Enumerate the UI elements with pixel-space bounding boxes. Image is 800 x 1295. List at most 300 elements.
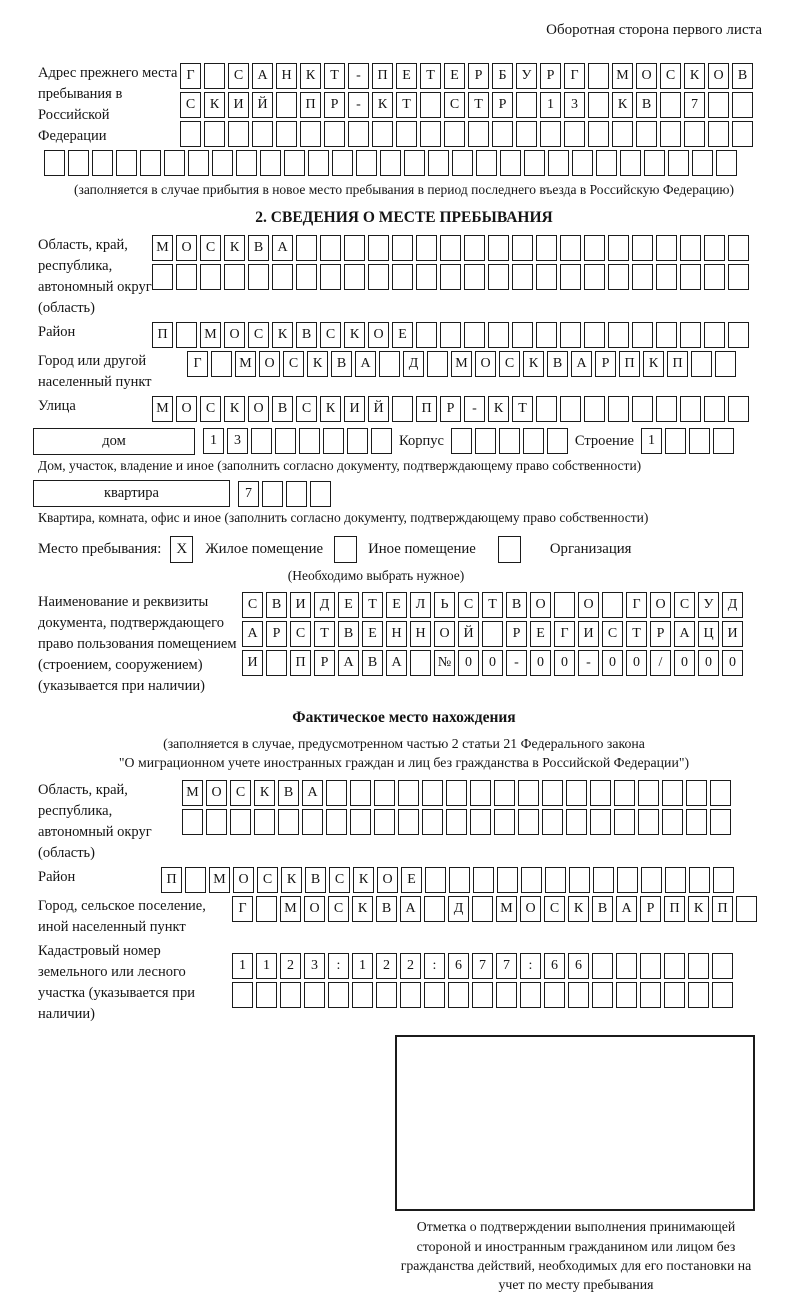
- char-cell[interactable]: Р: [650, 621, 671, 647]
- char-cell[interactable]: [664, 982, 685, 1008]
- char-cell[interactable]: [632, 264, 653, 290]
- char-cell[interactable]: [521, 867, 542, 893]
- char-cell[interactable]: И: [242, 650, 263, 676]
- char-cell[interactable]: [608, 235, 629, 261]
- char-cell[interactable]: [686, 780, 707, 806]
- char-cell[interactable]: К: [344, 322, 365, 348]
- char-cell[interactable]: Й: [368, 396, 389, 422]
- char-cell[interactable]: 0: [458, 650, 479, 676]
- char-cell[interactable]: [140, 150, 161, 176]
- char-cell[interactable]: П: [152, 322, 173, 348]
- char-cell[interactable]: Р: [506, 621, 527, 647]
- char-cell[interactable]: 3: [227, 428, 248, 454]
- char-cell[interactable]: А: [571, 351, 592, 377]
- char-cell[interactable]: [518, 809, 539, 835]
- char-cell[interactable]: [560, 322, 581, 348]
- char-cell[interactable]: [276, 121, 297, 147]
- char-cell[interactable]: [612, 121, 633, 147]
- char-cell[interactable]: [494, 780, 515, 806]
- char-cell[interactable]: [400, 982, 421, 1008]
- char-cell[interactable]: [420, 92, 441, 118]
- char-cell[interactable]: И: [290, 592, 311, 618]
- char-cell[interactable]: [566, 780, 587, 806]
- char-cell[interactable]: [372, 121, 393, 147]
- char-cell[interactable]: С: [320, 322, 341, 348]
- char-cell[interactable]: О: [708, 63, 729, 89]
- char-cell[interactable]: [440, 235, 461, 261]
- char-cell[interactable]: [332, 150, 353, 176]
- char-cell[interactable]: [590, 809, 611, 835]
- char-cell[interactable]: [326, 809, 347, 835]
- char-cell[interactable]: [374, 809, 395, 835]
- char-cell[interactable]: [636, 121, 657, 147]
- char-cell[interactable]: [616, 982, 637, 1008]
- char-cell[interactable]: [300, 121, 321, 147]
- char-cell[interactable]: С: [200, 235, 221, 261]
- char-cell[interactable]: [588, 121, 609, 147]
- char-cell[interactable]: К: [684, 63, 705, 89]
- char-cell[interactable]: [560, 264, 581, 290]
- char-cell[interactable]: [496, 982, 517, 1008]
- char-cell[interactable]: С: [499, 351, 520, 377]
- char-cell[interactable]: [344, 264, 365, 290]
- char-cell[interactable]: В: [331, 351, 352, 377]
- char-cell[interactable]: В: [362, 650, 383, 676]
- char-cell[interactable]: [286, 481, 307, 507]
- char-cell[interactable]: [482, 621, 503, 647]
- char-cell[interactable]: К: [307, 351, 328, 377]
- char-cell[interactable]: [200, 264, 221, 290]
- char-cell[interactable]: [204, 121, 225, 147]
- char-cell[interactable]: [736, 896, 757, 922]
- char-cell[interactable]: [516, 92, 537, 118]
- char-cell[interactable]: [427, 351, 448, 377]
- char-cell[interactable]: [584, 264, 605, 290]
- char-cell[interactable]: [350, 780, 371, 806]
- char-cell[interactable]: [715, 351, 736, 377]
- char-cell[interactable]: [638, 780, 659, 806]
- char-cell[interactable]: [451, 428, 472, 454]
- char-cell[interactable]: [488, 322, 509, 348]
- char-cell[interactable]: [488, 235, 509, 261]
- char-cell[interactable]: -: [348, 63, 369, 89]
- char-cell[interactable]: О: [233, 867, 254, 893]
- char-cell[interactable]: [256, 982, 277, 1008]
- char-cell[interactable]: Н: [276, 63, 297, 89]
- char-cell[interactable]: [475, 428, 496, 454]
- char-cell[interactable]: [396, 121, 417, 147]
- char-cell[interactable]: Р: [440, 396, 461, 422]
- char-cell[interactable]: [236, 150, 257, 176]
- char-cell[interactable]: [68, 150, 89, 176]
- char-cell[interactable]: [568, 982, 589, 1008]
- char-cell[interactable]: [704, 322, 725, 348]
- char-cell[interactable]: [425, 867, 446, 893]
- char-cell[interactable]: С: [544, 896, 565, 922]
- char-cell[interactable]: А: [252, 63, 273, 89]
- char-cell[interactable]: [302, 809, 323, 835]
- char-cell[interactable]: [392, 235, 413, 261]
- char-cell[interactable]: [416, 264, 437, 290]
- char-cell[interactable]: [524, 150, 545, 176]
- char-cell[interactable]: Е: [362, 621, 383, 647]
- char-cell[interactable]: [422, 780, 443, 806]
- char-cell[interactable]: О: [434, 621, 455, 647]
- char-cell[interactable]: В: [296, 322, 317, 348]
- char-cell[interactable]: К: [204, 92, 225, 118]
- char-cell[interactable]: Р: [595, 351, 616, 377]
- char-cell[interactable]: [728, 264, 749, 290]
- char-cell[interactable]: [352, 982, 373, 1008]
- char-cell[interactable]: Т: [314, 621, 335, 647]
- char-cell[interactable]: А: [400, 896, 421, 922]
- char-cell[interactable]: 7: [472, 953, 493, 979]
- char-cell[interactable]: В: [272, 396, 293, 422]
- char-cell[interactable]: [710, 809, 731, 835]
- char-cell[interactable]: [296, 264, 317, 290]
- char-cell[interactable]: К: [224, 235, 245, 261]
- char-cell[interactable]: К: [488, 396, 509, 422]
- char-cell[interactable]: О: [530, 592, 551, 618]
- char-cell[interactable]: [588, 63, 609, 89]
- char-cell[interactable]: В: [266, 592, 287, 618]
- char-cell[interactable]: [641, 867, 662, 893]
- char-cell[interactable]: К: [612, 92, 633, 118]
- char-cell[interactable]: [680, 264, 701, 290]
- char-cell[interactable]: 3: [304, 953, 325, 979]
- char-cell[interactable]: [564, 121, 585, 147]
- char-cell[interactable]: С: [458, 592, 479, 618]
- char-cell[interactable]: [320, 235, 341, 261]
- char-cell[interactable]: [536, 396, 557, 422]
- char-cell[interactable]: Н: [410, 621, 431, 647]
- char-cell[interactable]: [518, 780, 539, 806]
- char-cell[interactable]: О: [650, 592, 671, 618]
- char-cell[interactable]: А: [302, 780, 323, 806]
- char-cell[interactable]: У: [516, 63, 537, 89]
- char-cell[interactable]: [410, 650, 431, 676]
- char-cell[interactable]: [617, 867, 638, 893]
- char-cell[interactable]: Т: [512, 396, 533, 422]
- char-cell[interactable]: К: [352, 896, 373, 922]
- char-cell[interactable]: [728, 396, 749, 422]
- char-cell[interactable]: А: [355, 351, 376, 377]
- char-cell[interactable]: [180, 121, 201, 147]
- char-cell[interactable]: Е: [396, 63, 417, 89]
- char-cell[interactable]: У: [698, 592, 719, 618]
- char-cell[interactable]: К: [353, 867, 374, 893]
- char-cell[interactable]: [499, 428, 520, 454]
- char-cell[interactable]: [464, 322, 485, 348]
- char-cell[interactable]: В: [506, 592, 527, 618]
- char-cell[interactable]: П: [300, 92, 321, 118]
- char-cell[interactable]: [665, 428, 686, 454]
- char-cell[interactable]: Г: [232, 896, 253, 922]
- char-cell[interactable]: С: [283, 351, 304, 377]
- char-cell[interactable]: [544, 982, 565, 1008]
- char-cell[interactable]: В: [732, 63, 753, 89]
- char-cell[interactable]: К: [281, 867, 302, 893]
- char-cell[interactable]: [398, 780, 419, 806]
- char-cell[interactable]: №: [434, 650, 455, 676]
- char-cell[interactable]: [185, 867, 206, 893]
- char-cell[interactable]: [444, 121, 465, 147]
- char-cell[interactable]: А: [272, 235, 293, 261]
- char-cell[interactable]: [554, 592, 575, 618]
- char-cell[interactable]: [266, 650, 287, 676]
- char-cell[interactable]: А: [674, 621, 695, 647]
- char-cell[interactable]: [704, 264, 725, 290]
- char-cell[interactable]: [560, 235, 581, 261]
- char-cell[interactable]: И: [722, 621, 743, 647]
- char-cell[interactable]: О: [578, 592, 599, 618]
- char-cell[interactable]: 6: [448, 953, 469, 979]
- char-cell[interactable]: 1: [641, 428, 662, 454]
- char-cell[interactable]: С: [230, 780, 251, 806]
- char-cell[interactable]: К: [300, 63, 321, 89]
- char-cell[interactable]: [689, 428, 710, 454]
- char-cell[interactable]: О: [176, 235, 197, 261]
- char-cell[interactable]: [470, 809, 491, 835]
- char-cell[interactable]: [356, 150, 377, 176]
- char-cell[interactable]: Р: [640, 896, 661, 922]
- char-cell[interactable]: [473, 867, 494, 893]
- char-cell[interactable]: П: [619, 351, 640, 377]
- char-cell[interactable]: [500, 150, 521, 176]
- char-cell[interactable]: [304, 982, 325, 1008]
- char-cell[interactable]: М: [280, 896, 301, 922]
- char-cell[interactable]: -: [464, 396, 485, 422]
- char-cell[interactable]: Г: [554, 621, 575, 647]
- char-cell[interactable]: О: [304, 896, 325, 922]
- char-cell[interactable]: 7: [496, 953, 517, 979]
- char-cell[interactable]: [212, 150, 233, 176]
- char-cell[interactable]: В: [636, 92, 657, 118]
- char-cell[interactable]: [371, 428, 392, 454]
- char-cell[interactable]: М: [200, 322, 221, 348]
- char-cell[interactable]: [449, 867, 470, 893]
- char-cell[interactable]: А: [386, 650, 407, 676]
- char-cell[interactable]: 1: [352, 953, 373, 979]
- char-cell[interactable]: С: [180, 92, 201, 118]
- char-cell[interactable]: [323, 428, 344, 454]
- checkbox-inoe[interactable]: [334, 536, 357, 563]
- char-cell[interactable]: Н: [386, 621, 407, 647]
- char-cell[interactable]: [350, 809, 371, 835]
- char-cell[interactable]: 0: [554, 650, 575, 676]
- char-cell[interactable]: 1: [203, 428, 224, 454]
- char-cell[interactable]: [536, 322, 557, 348]
- char-cell[interactable]: [230, 809, 251, 835]
- char-cell[interactable]: Р: [468, 63, 489, 89]
- char-cell[interactable]: [572, 150, 593, 176]
- char-cell[interactable]: П: [161, 867, 182, 893]
- char-cell[interactable]: В: [376, 896, 397, 922]
- char-cell[interactable]: Е: [444, 63, 465, 89]
- char-cell[interactable]: [638, 809, 659, 835]
- char-cell[interactable]: Д: [314, 592, 335, 618]
- char-cell[interactable]: [602, 592, 623, 618]
- char-cell[interactable]: В: [547, 351, 568, 377]
- char-cell[interactable]: [164, 150, 185, 176]
- char-cell[interactable]: [547, 428, 568, 454]
- char-cell[interactable]: [248, 264, 269, 290]
- char-cell[interactable]: [228, 121, 249, 147]
- char-cell[interactable]: [542, 809, 563, 835]
- char-cell[interactable]: А: [616, 896, 637, 922]
- char-cell[interactable]: [548, 150, 569, 176]
- char-cell[interactable]: Т: [362, 592, 383, 618]
- char-cell[interactable]: [374, 780, 395, 806]
- char-cell[interactable]: [204, 63, 225, 89]
- char-cell[interactable]: [448, 982, 469, 1008]
- char-cell[interactable]: О: [224, 322, 245, 348]
- char-cell[interactable]: [44, 150, 65, 176]
- char-cell[interactable]: С: [228, 63, 249, 89]
- char-cell[interactable]: [278, 809, 299, 835]
- char-cell[interactable]: [732, 121, 753, 147]
- char-cell[interactable]: Р: [324, 92, 345, 118]
- char-cell[interactable]: [569, 867, 590, 893]
- char-cell[interactable]: [708, 121, 729, 147]
- char-cell[interactable]: [680, 396, 701, 422]
- char-cell[interactable]: [404, 150, 425, 176]
- char-cell[interactable]: [684, 121, 705, 147]
- char-cell[interactable]: :: [328, 953, 349, 979]
- char-cell[interactable]: Б: [492, 63, 513, 89]
- char-cell[interactable]: О: [636, 63, 657, 89]
- char-cell[interactable]: [262, 481, 283, 507]
- char-cell[interactable]: [592, 982, 613, 1008]
- char-cell[interactable]: [472, 896, 493, 922]
- char-cell[interactable]: [308, 150, 329, 176]
- char-cell[interactable]: [632, 396, 653, 422]
- char-cell[interactable]: 2: [376, 953, 397, 979]
- char-cell[interactable]: [656, 264, 677, 290]
- char-cell[interactable]: 1: [232, 953, 253, 979]
- char-cell[interactable]: [536, 235, 557, 261]
- char-cell[interactable]: П: [664, 896, 685, 922]
- char-cell[interactable]: [368, 235, 389, 261]
- char-cell[interactable]: [632, 322, 653, 348]
- char-cell[interactable]: П: [667, 351, 688, 377]
- char-cell[interactable]: [324, 121, 345, 147]
- char-cell[interactable]: [632, 235, 653, 261]
- char-cell[interactable]: [712, 982, 733, 1008]
- char-cell[interactable]: С: [674, 592, 695, 618]
- char-cell[interactable]: [310, 481, 331, 507]
- char-cell[interactable]: О: [368, 322, 389, 348]
- char-cell[interactable]: В: [248, 235, 269, 261]
- char-cell[interactable]: К: [688, 896, 709, 922]
- char-cell[interactable]: [251, 428, 272, 454]
- char-cell[interactable]: Г: [180, 63, 201, 89]
- char-cell[interactable]: [593, 867, 614, 893]
- char-cell[interactable]: Ь: [434, 592, 455, 618]
- char-cell[interactable]: [440, 322, 461, 348]
- char-cell[interactable]: К: [523, 351, 544, 377]
- char-cell[interactable]: [656, 396, 677, 422]
- char-cell[interactable]: Т: [468, 92, 489, 118]
- char-cell[interactable]: [428, 150, 449, 176]
- char-cell[interactable]: [656, 235, 677, 261]
- char-cell[interactable]: [232, 982, 253, 1008]
- char-cell[interactable]: Е: [530, 621, 551, 647]
- char-cell[interactable]: [328, 982, 349, 1008]
- char-cell[interactable]: [424, 982, 445, 1008]
- char-cell[interactable]: [584, 235, 605, 261]
- char-cell[interactable]: О: [176, 396, 197, 422]
- char-cell[interactable]: [512, 264, 533, 290]
- char-cell[interactable]: [640, 982, 661, 1008]
- char-cell[interactable]: О: [206, 780, 227, 806]
- char-cell[interactable]: Е: [401, 867, 422, 893]
- char-cell[interactable]: Г: [187, 351, 208, 377]
- char-cell[interactable]: [440, 264, 461, 290]
- char-cell[interactable]: [560, 396, 581, 422]
- char-cell[interactable]: К: [320, 396, 341, 422]
- char-cell[interactable]: 7: [684, 92, 705, 118]
- char-cell[interactable]: О: [259, 351, 280, 377]
- char-cell[interactable]: И: [578, 621, 599, 647]
- char-cell[interactable]: С: [328, 896, 349, 922]
- char-cell[interactable]: -: [348, 92, 369, 118]
- char-cell[interactable]: Р: [492, 92, 513, 118]
- char-cell[interactable]: [664, 953, 685, 979]
- char-cell[interactable]: [420, 121, 441, 147]
- char-cell[interactable]: [680, 235, 701, 261]
- char-cell[interactable]: [392, 264, 413, 290]
- char-cell[interactable]: Й: [458, 621, 479, 647]
- char-cell[interactable]: М: [152, 235, 173, 261]
- char-cell[interactable]: [280, 982, 301, 1008]
- char-cell[interactable]: Г: [564, 63, 585, 89]
- char-cell[interactable]: Ц: [698, 621, 719, 647]
- char-cell[interactable]: К: [224, 396, 245, 422]
- char-cell[interactable]: [536, 264, 557, 290]
- char-cell[interactable]: В: [592, 896, 613, 922]
- char-cell[interactable]: [688, 982, 709, 1008]
- char-cell[interactable]: [704, 235, 725, 261]
- char-cell[interactable]: [588, 92, 609, 118]
- char-cell[interactable]: С: [242, 592, 263, 618]
- char-cell[interactable]: С: [257, 867, 278, 893]
- char-cell[interactable]: [516, 121, 537, 147]
- char-cell[interactable]: П: [372, 63, 393, 89]
- char-cell[interactable]: [380, 150, 401, 176]
- char-cell[interactable]: [584, 322, 605, 348]
- char-cell[interactable]: 3: [564, 92, 585, 118]
- char-cell[interactable]: Р: [540, 63, 561, 89]
- char-cell[interactable]: [472, 982, 493, 1008]
- char-cell[interactable]: [712, 953, 733, 979]
- char-cell[interactable]: [398, 809, 419, 835]
- char-cell[interactable]: 2: [400, 953, 421, 979]
- char-cell[interactable]: Т: [482, 592, 503, 618]
- char-cell[interactable]: [728, 235, 749, 261]
- char-cell[interactable]: [376, 982, 397, 1008]
- char-cell[interactable]: А: [242, 621, 263, 647]
- char-cell[interactable]: [476, 150, 497, 176]
- char-cell[interactable]: [686, 809, 707, 835]
- char-cell[interactable]: С: [200, 396, 221, 422]
- char-cell[interactable]: О: [520, 896, 541, 922]
- char-cell[interactable]: [379, 351, 400, 377]
- char-cell[interactable]: И: [228, 92, 249, 118]
- char-cell[interactable]: М: [152, 396, 173, 422]
- char-cell[interactable]: [488, 264, 509, 290]
- char-cell[interactable]: [260, 150, 281, 176]
